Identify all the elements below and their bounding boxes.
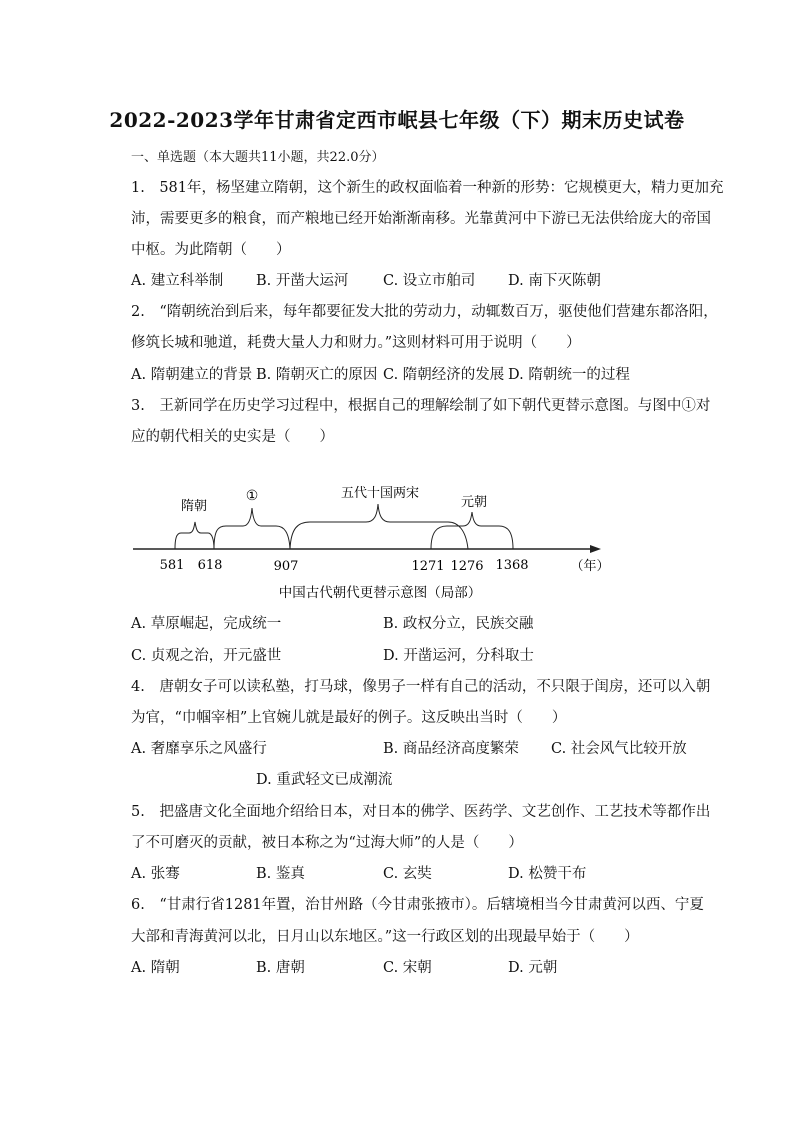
label-five-dynasties: 五代十国两宋	[340, 486, 420, 501]
question-text-line: 沛，需要更多的粮食，而产粮地已经开始渐渐南移。光靠黄河中下游已无法供给庞大的帝国	[131, 211, 711, 227]
option-a[interactable]: A. 草原崛起，完成统一	[131, 616, 282, 632]
option-a[interactable]: A. 隋朝	[131, 960, 180, 976]
brace-yuan	[431, 512, 513, 549]
question-text-line: 5. 把盛唐文化全面地介绍给日本，对日本的佛学、医药学、文艺创作、工艺技术等都作出	[131, 804, 711, 820]
year-tick: 1368	[495, 558, 529, 573]
diagram-caption: 中国古代朝代更替示意图（局部）	[278, 585, 482, 601]
option-d[interactable]: D. 元朝	[508, 960, 558, 976]
option-b[interactable]: B. 隋朝灭亡的原因	[256, 367, 378, 383]
question-text-line: 应的朝代相关的史实是（ ）	[131, 429, 334, 445]
option-b[interactable]: B. 开凿大运河	[256, 273, 349, 289]
question-text-line: 6. “甘肃行省1281年置，治甘州路（今甘肃张掖市）。后辖境相当今甘肃黄河以西、宁夏	[131, 897, 704, 913]
option-b[interactable]: B. 商品经济高度繁荣	[383, 741, 519, 757]
brace-1	[214, 508, 290, 549]
year-tick: 1271	[411, 559, 445, 574]
brace-sui	[175, 522, 214, 549]
question-text-line: 4. 唐朝女子可以读私塾，打马球，像男子一样有自己的活动，不只限于闺房，还可以入朝	[131, 679, 711, 695]
option-c[interactable]: C. 设立市舶司	[383, 273, 476, 289]
section-heading: 一、单选题（本大题共11小题，共22.0分）	[131, 150, 385, 165]
label-circle-1: ①	[245, 488, 259, 504]
option-d[interactable]: D. 开凿运河，分科取士	[383, 648, 534, 664]
question-text-line: 修筑长城和驰道，耗费大量人力和财力。”这则材料可用于说明（ ）	[131, 335, 581, 351]
question-text-line: 2. “隋朝统治到后来，每年都要征发大批的劳动力，动辄数百万，驱使他们营建东都洛阳，	[131, 304, 718, 320]
option-a[interactable]: A. 建立科举制	[131, 273, 224, 289]
option-c[interactable]: C. 玄奘	[383, 866, 432, 882]
option-b[interactable]: B. 鉴真	[256, 866, 305, 882]
question-text-line: 了不可磨灭的贡献，被日本称之为“过海大师”的人是（ ）	[131, 835, 523, 851]
axis-arrow-icon	[590, 545, 601, 553]
question-text-line: 1. 581年，杨坚建立隋朝，这个新生的政权面临着一种新的形势：它规模更大，精力更加充	[131, 180, 724, 196]
option-d[interactable]: D. 南下灭陈朝	[508, 273, 601, 289]
label-yuan: 元朝	[460, 495, 488, 510]
option-c[interactable]: C. 隋朝经济的发展	[383, 367, 505, 383]
option-a[interactable]: A. 隋朝建立的背景	[131, 367, 253, 383]
exam-title: 2022-2023学年甘肃省定西市岷县七年级（下）期末历史试卷	[109, 108, 685, 132]
year-tick: 1276	[450, 559, 484, 574]
option-c[interactable]: C. 社会风气比较开放	[551, 741, 687, 757]
year-tick: 907	[273, 559, 299, 574]
option-c[interactable]: C. 贞观之治，开元盛世	[131, 648, 282, 664]
option-d[interactable]: D. 松赞干布	[508, 866, 587, 882]
question-text-line: 中枢。为此隋朝（ ）	[131, 242, 291, 258]
question-text-line: 大部和青海黄河以北，日月山以东地区。”这一行政区划的出现最早始于（ ）	[131, 929, 639, 945]
question-text-line: 为官，“巾帼宰相”上官婉儿就是最好的例子。这反映出当时（ ）	[131, 710, 567, 726]
option-b[interactable]: B. 唐朝	[256, 960, 305, 976]
year-tick: 618	[197, 558, 223, 573]
option-c[interactable]: C. 宋朝	[383, 960, 432, 976]
option-d[interactable]: D. 隋朝统一的过程	[508, 367, 630, 383]
option-a[interactable]: A. 张骞	[131, 866, 180, 882]
year-unit: （年）	[570, 559, 610, 574]
year-tick: 581	[159, 558, 185, 573]
option-a[interactable]: A. 奢靡享乐之风盛行	[131, 741, 267, 757]
option-d[interactable]: D. 重武轻文已成潮流	[256, 772, 393, 788]
option-b[interactable]: B. 政权分立，民族交融	[383, 616, 534, 632]
question-text-line: 3. 王新同学在历史学习过程中，根据自己的理解绘制了如下朝代更替示意图。与图中①对	[131, 398, 711, 414]
label-sui: 隋朝	[180, 499, 208, 514]
